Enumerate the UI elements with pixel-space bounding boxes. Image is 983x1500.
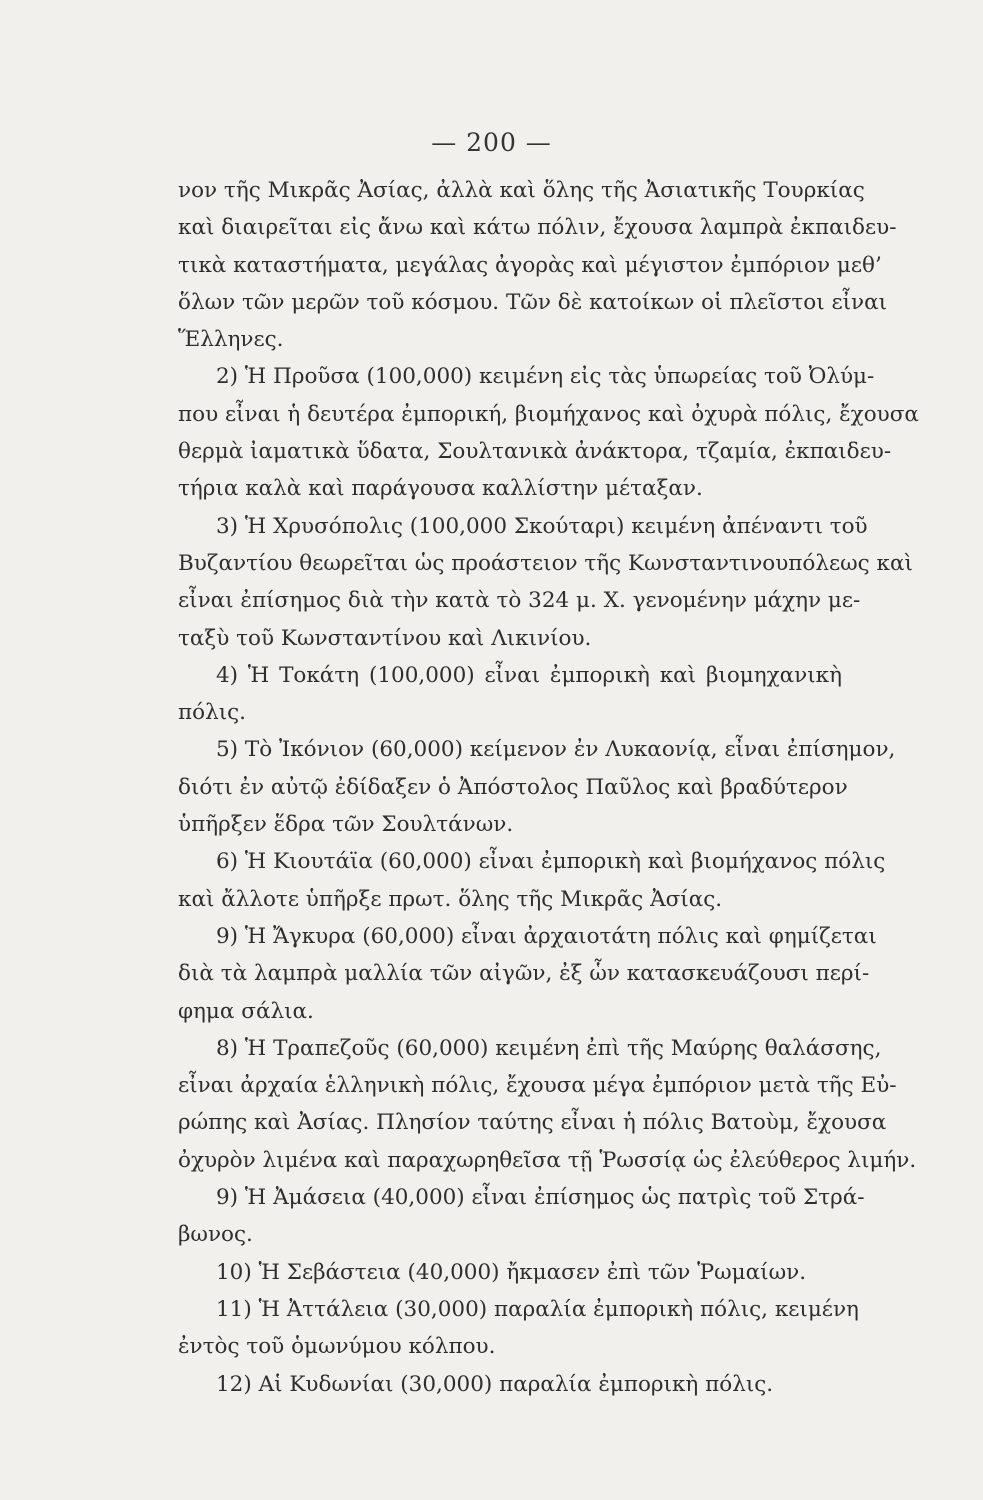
text-line: τήρια καλὰ καὶ παράγουσα καλλίστην μέταξαν. (178, 476, 703, 502)
text-line: ταξὺ τοῦ Κωνσταντίνου καὶ Λικινίου. (178, 625, 592, 651)
text-line: 9) Ἡ Ἄγκυρα (60,000) εἶναι ἀρχαιοτάτη πόλις καὶ φημίζεται (216, 923, 877, 949)
text-line: πόλις. (178, 700, 247, 726)
text-line: ὑπῆρξεν ἕδρα τῶν Σουλτάνων. (178, 812, 514, 838)
text-line: ὅλων τῶν μερῶν τοῦ κόσμου. Τῶν δὲ κατοίκων οἱ πλεῖστοι εἶναι (178, 289, 888, 315)
text-line: ὀχυρὸν λιμένα καὶ παραχωρηθεῖσα τῇ Ῥωσσίᾳ ὡς ἐλεύθερος λιμήν. (178, 1147, 917, 1173)
text-line: φημα σάλια. (178, 998, 314, 1024)
text-line: Βυζαντίου θεωρεῖται ὡς προάστειον τῆς Κωνσταντινουπόλεως καὶ (178, 550, 913, 576)
text-line: 5) Τὸ Ἰκόνιον (60,000) κείμενον ἐν Λυκαονίᾳ, εἶναι ἐπίσημον, (216, 737, 896, 763)
text-line: 4) Ἡ Τοκάτη (100,000) εἶναι ἐμπορικὴ καὶ βιομηχανικὴ (216, 662, 842, 688)
text-line: εἶναι ἀρχαία ἑλληνικὴ πόλις, ἔχουσα μέγα ἐμπόριον μετὰ τῆς Εὐ- (178, 1073, 897, 1099)
text-line: τικὰ καταστήματα, μεγάλας ἀγορὰς καὶ μέγιστον ἐμπόριον μεθ’ (178, 252, 882, 278)
text-line: Ἕλληνες. (178, 327, 284, 353)
text-line: 9) Ἡ Ἀμάσεια (40,000) εἶναι ἐπίσημος ὡς πατρὶς τοῦ Στρά- (216, 1185, 865, 1211)
text-line: 2) Ἡ Προῦσα (100,000) κειμένη εἰς τὰς ὑπωρείας τοῦ Ὀλύμ- (216, 364, 875, 390)
text-line: 6) Ἡ Κιουτάϊα (60,000) εἶναι ἐμπορικὴ καὶ βιομήχανος πόλις (216, 849, 886, 875)
body-text (178, 172, 919, 1403)
text-line: βωνος. (178, 1222, 253, 1248)
text-line: 10) Ἡ Σεβάστεια (40,000) ἤκμασεν ἐπὶ τῶν Ῥωμαίων. (216, 1259, 807, 1285)
page-number: — 200 — (431, 128, 552, 157)
text-line: 8) Ἡ Τραπεζοῦς (60,000) κειμένη ἐπὶ τῆς Μαύρης θαλάσσης, (216, 1035, 882, 1061)
text-line: νον τῆς Μικρᾶς Ἀσίας, ἀλλὰ καὶ ὅλης τῆς Ἀσιατικῆς Τουρκίας (178, 178, 865, 203)
text-line: διὰ τὰ λαμπρὰ μαλλία τῶν αἰγῶν, ἐξ ὧν κατασκευάζουσι περί- (178, 961, 870, 987)
text-line: καὶ διαιρεῖται εἰς ἄνω καὶ κάτω πόλιν, ἔχουσα λαμπρὰ ἐκπαιδευ- (178, 215, 897, 241)
text-line: θερμὰ ἰαματικὰ ὕδατα, Σουλτανικὰ ἀνάκτορα, τζαμία, ἐκπαιδευ- (178, 439, 892, 465)
text-line: 3) Ἡ Χρυσόπολις (100,000 Σκούταρι) κειμένη ἀπέναντι τοῦ (216, 513, 868, 539)
text-line: εἶναι ἐπίσημος διὰ τὴν κατὰ τὸ 324 μ. Χ. γενομένην μάχην με- (178, 588, 861, 614)
text-line: καὶ ἄλλοτε ὑπῆρξε πρωτ. ὅλης τῆς Μικρᾶς Ἀσίας. (178, 886, 723, 912)
text-line: 12) Αἱ Κυδωνίαι (30,000) παραλία ἐμπορικὴ πόλις. (216, 1371, 774, 1397)
text-line: 11) Ἡ Ἀττάλεια (30,000) παραλία ἐμπορικὴ πόλις, κειμένη (216, 1296, 859, 1322)
text-line: διότι ἐν αὐτῷ ἐδίδαξεν ὁ Ἀπόστολος Παῦλος καὶ βραδύτερον (178, 774, 848, 800)
text-line: που εἶναι ἡ δευτέρα ἐμπορική, βιομήχανος καὶ ὀχυρὰ πόλις, ἔχουσα (178, 401, 919, 427)
text-line: ρώπης καὶ Ἀσίας. Πλησίον ταύτης εἶναι ἡ πόλις Βατοὺμ, ἔχουσα (178, 1110, 887, 1136)
text-line: ἐντὸς τοῦ ὁμωνύμου κόλπου. (178, 1334, 496, 1360)
